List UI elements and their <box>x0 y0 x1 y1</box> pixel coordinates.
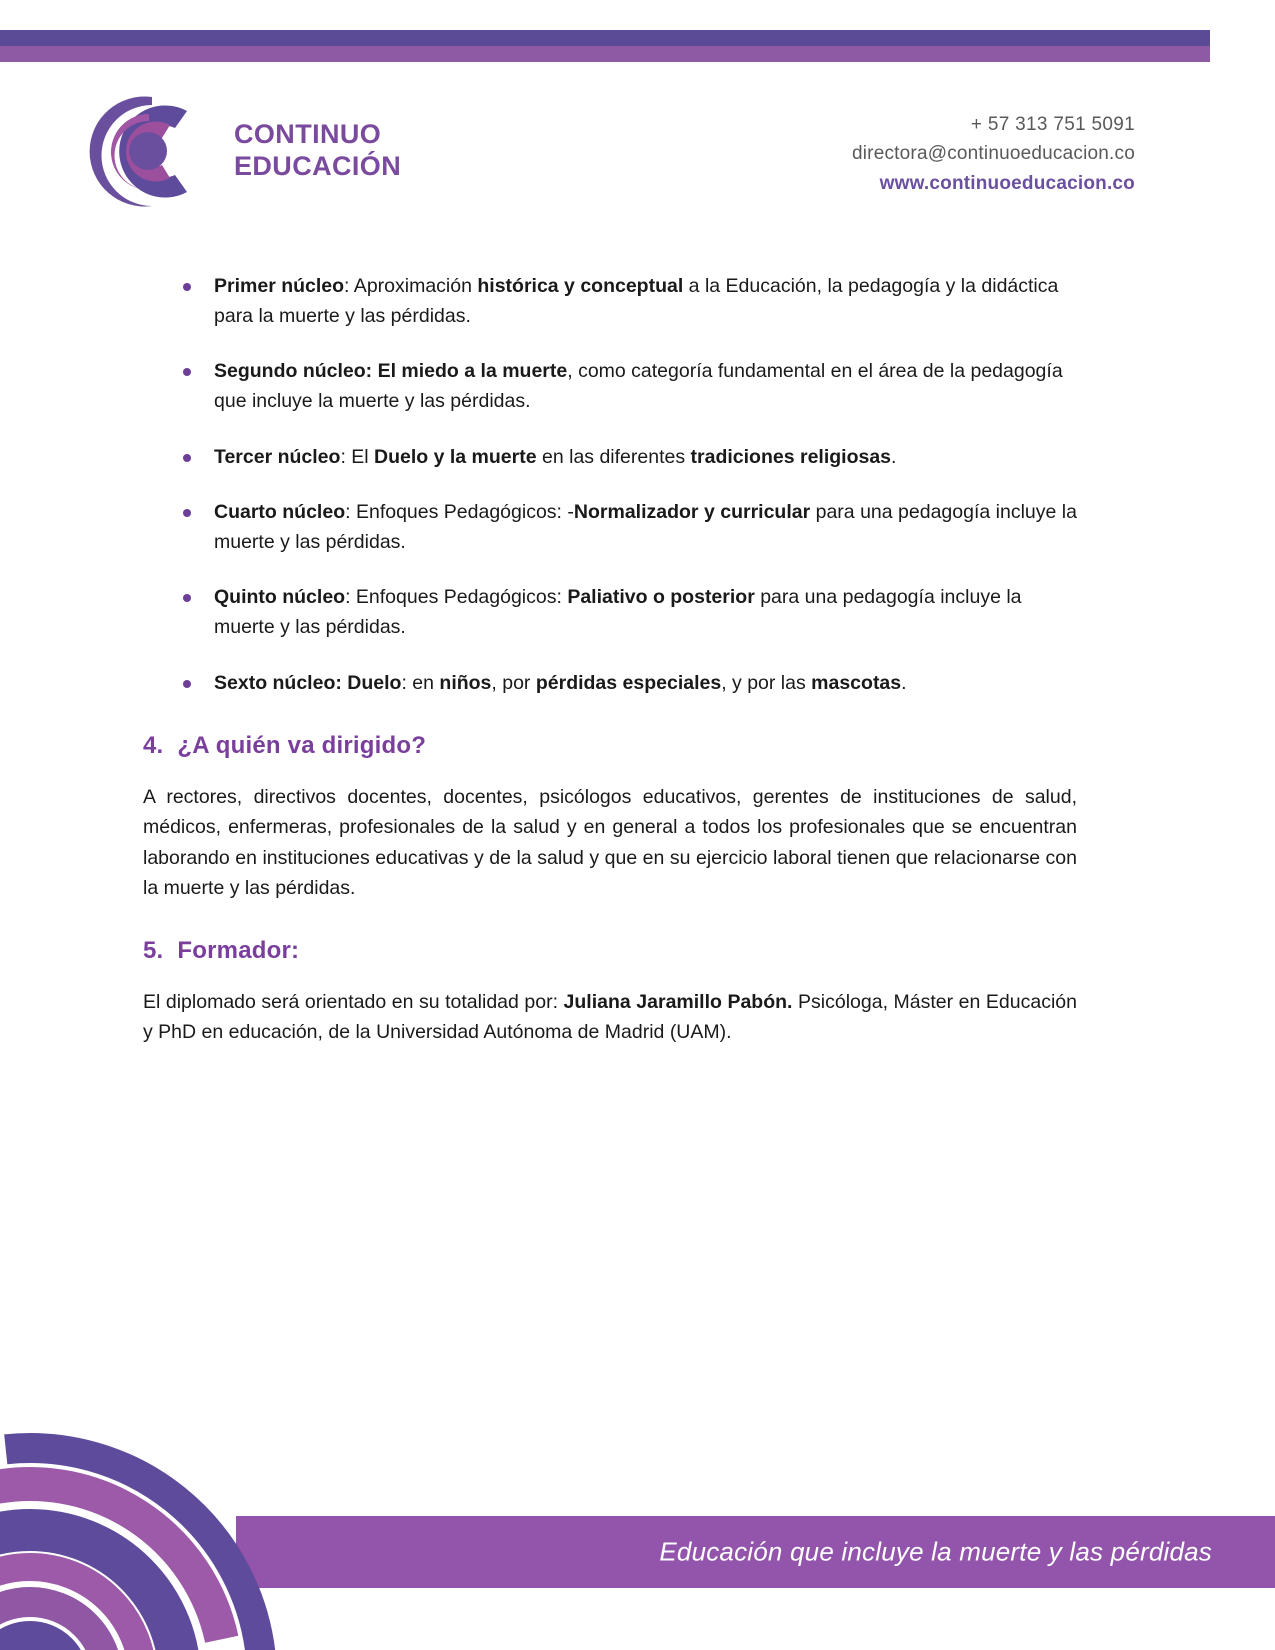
contact-info <box>852 110 1135 198</box>
brand-logo-line2: EDUCACIÓN <box>234 151 402 181</box>
page-header <box>0 78 1275 218</box>
bullet-dot-icon <box>183 594 191 602</box>
concentric-arcs-icon <box>0 1380 330 1650</box>
bullet-dot-icon <box>183 509 191 517</box>
list-item <box>178 443 1077 473</box>
section-title: Formador: <box>177 937 300 965</box>
bullet-dot-icon <box>183 283 191 291</box>
list-item-text: Primer núcleo: Aproximación histórica y conceptual a la Educación, la pedagogía y la didáctica para la muerte y las pérdidas. <box>214 275 1059 327</box>
brand-logo <box>86 86 406 216</box>
section-body-4: A rectores, directivos docentes, docentes, psicólogos educativos, gerentes de instituciones de salud, médicos, enfermeras, profesionales de la salud y en general a todos los profesionales que se encuentran laborando en instituciones educativas y de la salud y que en su ejercicio laboral tienen que relacionarse con la muerte y las pérdidas. <box>143 786 1077 899</box>
continuo-educacion-logo-icon <box>86 89 216 214</box>
list-item-text: Cuarto núcleo: Enfoques Pedagógicos: -Normalizador y curricular para una pedagogía incluye la muerte y las pérdidas. <box>214 501 1077 553</box>
section-number: 5. <box>143 937 164 965</box>
top-bar-dark <box>0 30 1210 46</box>
footer-tagline: Educación que incluye la muerte y las pérdidas <box>659 1536 1212 1567</box>
section-heading-4 <box>143 732 1077 760</box>
contact-phone: + 57 313 751 5091 <box>970 114 1135 135</box>
list-item <box>178 357 1077 416</box>
contact-email[interactable]: directora@continuoeducacion.co <box>851 143 1135 165</box>
contact-website[interactable]: www.continuoeducacion.co <box>879 172 1135 194</box>
list-item <box>178 583 1077 642</box>
bullet-dot-icon <box>183 454 191 462</box>
nuclei-list <box>178 272 1077 698</box>
brand-logo-text <box>234 119 401 183</box>
top-bar-light <box>0 46 1210 62</box>
list-item-text: Segundo núcleo: El miedo a la muerte, como categoría fundamental en el área de la pedagogía que incluye la muerte y las pérdidas. <box>214 360 1063 412</box>
section-heading-5 <box>143 937 1077 965</box>
document-content <box>143 272 1077 1058</box>
list-item <box>178 272 1077 331</box>
top-decorative-bars <box>0 30 1210 62</box>
section-title: ¿A quién va dirigido? <box>177 732 427 760</box>
footer-decorative-arcs <box>0 1380 330 1650</box>
section-number: 4. <box>143 732 164 760</box>
bullet-dot-icon <box>183 680 191 688</box>
list-item-text: Sexto núcleo: Duelo: en niños, por pérdidas especiales, y por las mascotas. <box>214 671 907 694</box>
list-item <box>178 669 1077 699</box>
list-item-text: Tercer núcleo: El Duelo y la muerte en las diferentes tradiciones religiosas. <box>214 445 897 468</box>
section-body-5: El diplomado será orientado en su totalidad por: Juliana Jaramillo Pabón. Psicóloga, Máster en Educación y PhD en educación, de la Universidad Autónoma de Madrid (UAM). <box>143 991 1077 1044</box>
bullet-dot-icon <box>183 368 191 376</box>
footer-tagline-bar <box>236 1516 1275 1588</box>
brand-logo-line1: CONTINUO <box>234 119 382 150</box>
list-item-text: Quinto núcleo: Enfoques Pedagógicos: Paliativo o posterior para una pedagogía incluye la muerte y las pérdidas. <box>214 586 1022 638</box>
list-item <box>178 498 1077 557</box>
